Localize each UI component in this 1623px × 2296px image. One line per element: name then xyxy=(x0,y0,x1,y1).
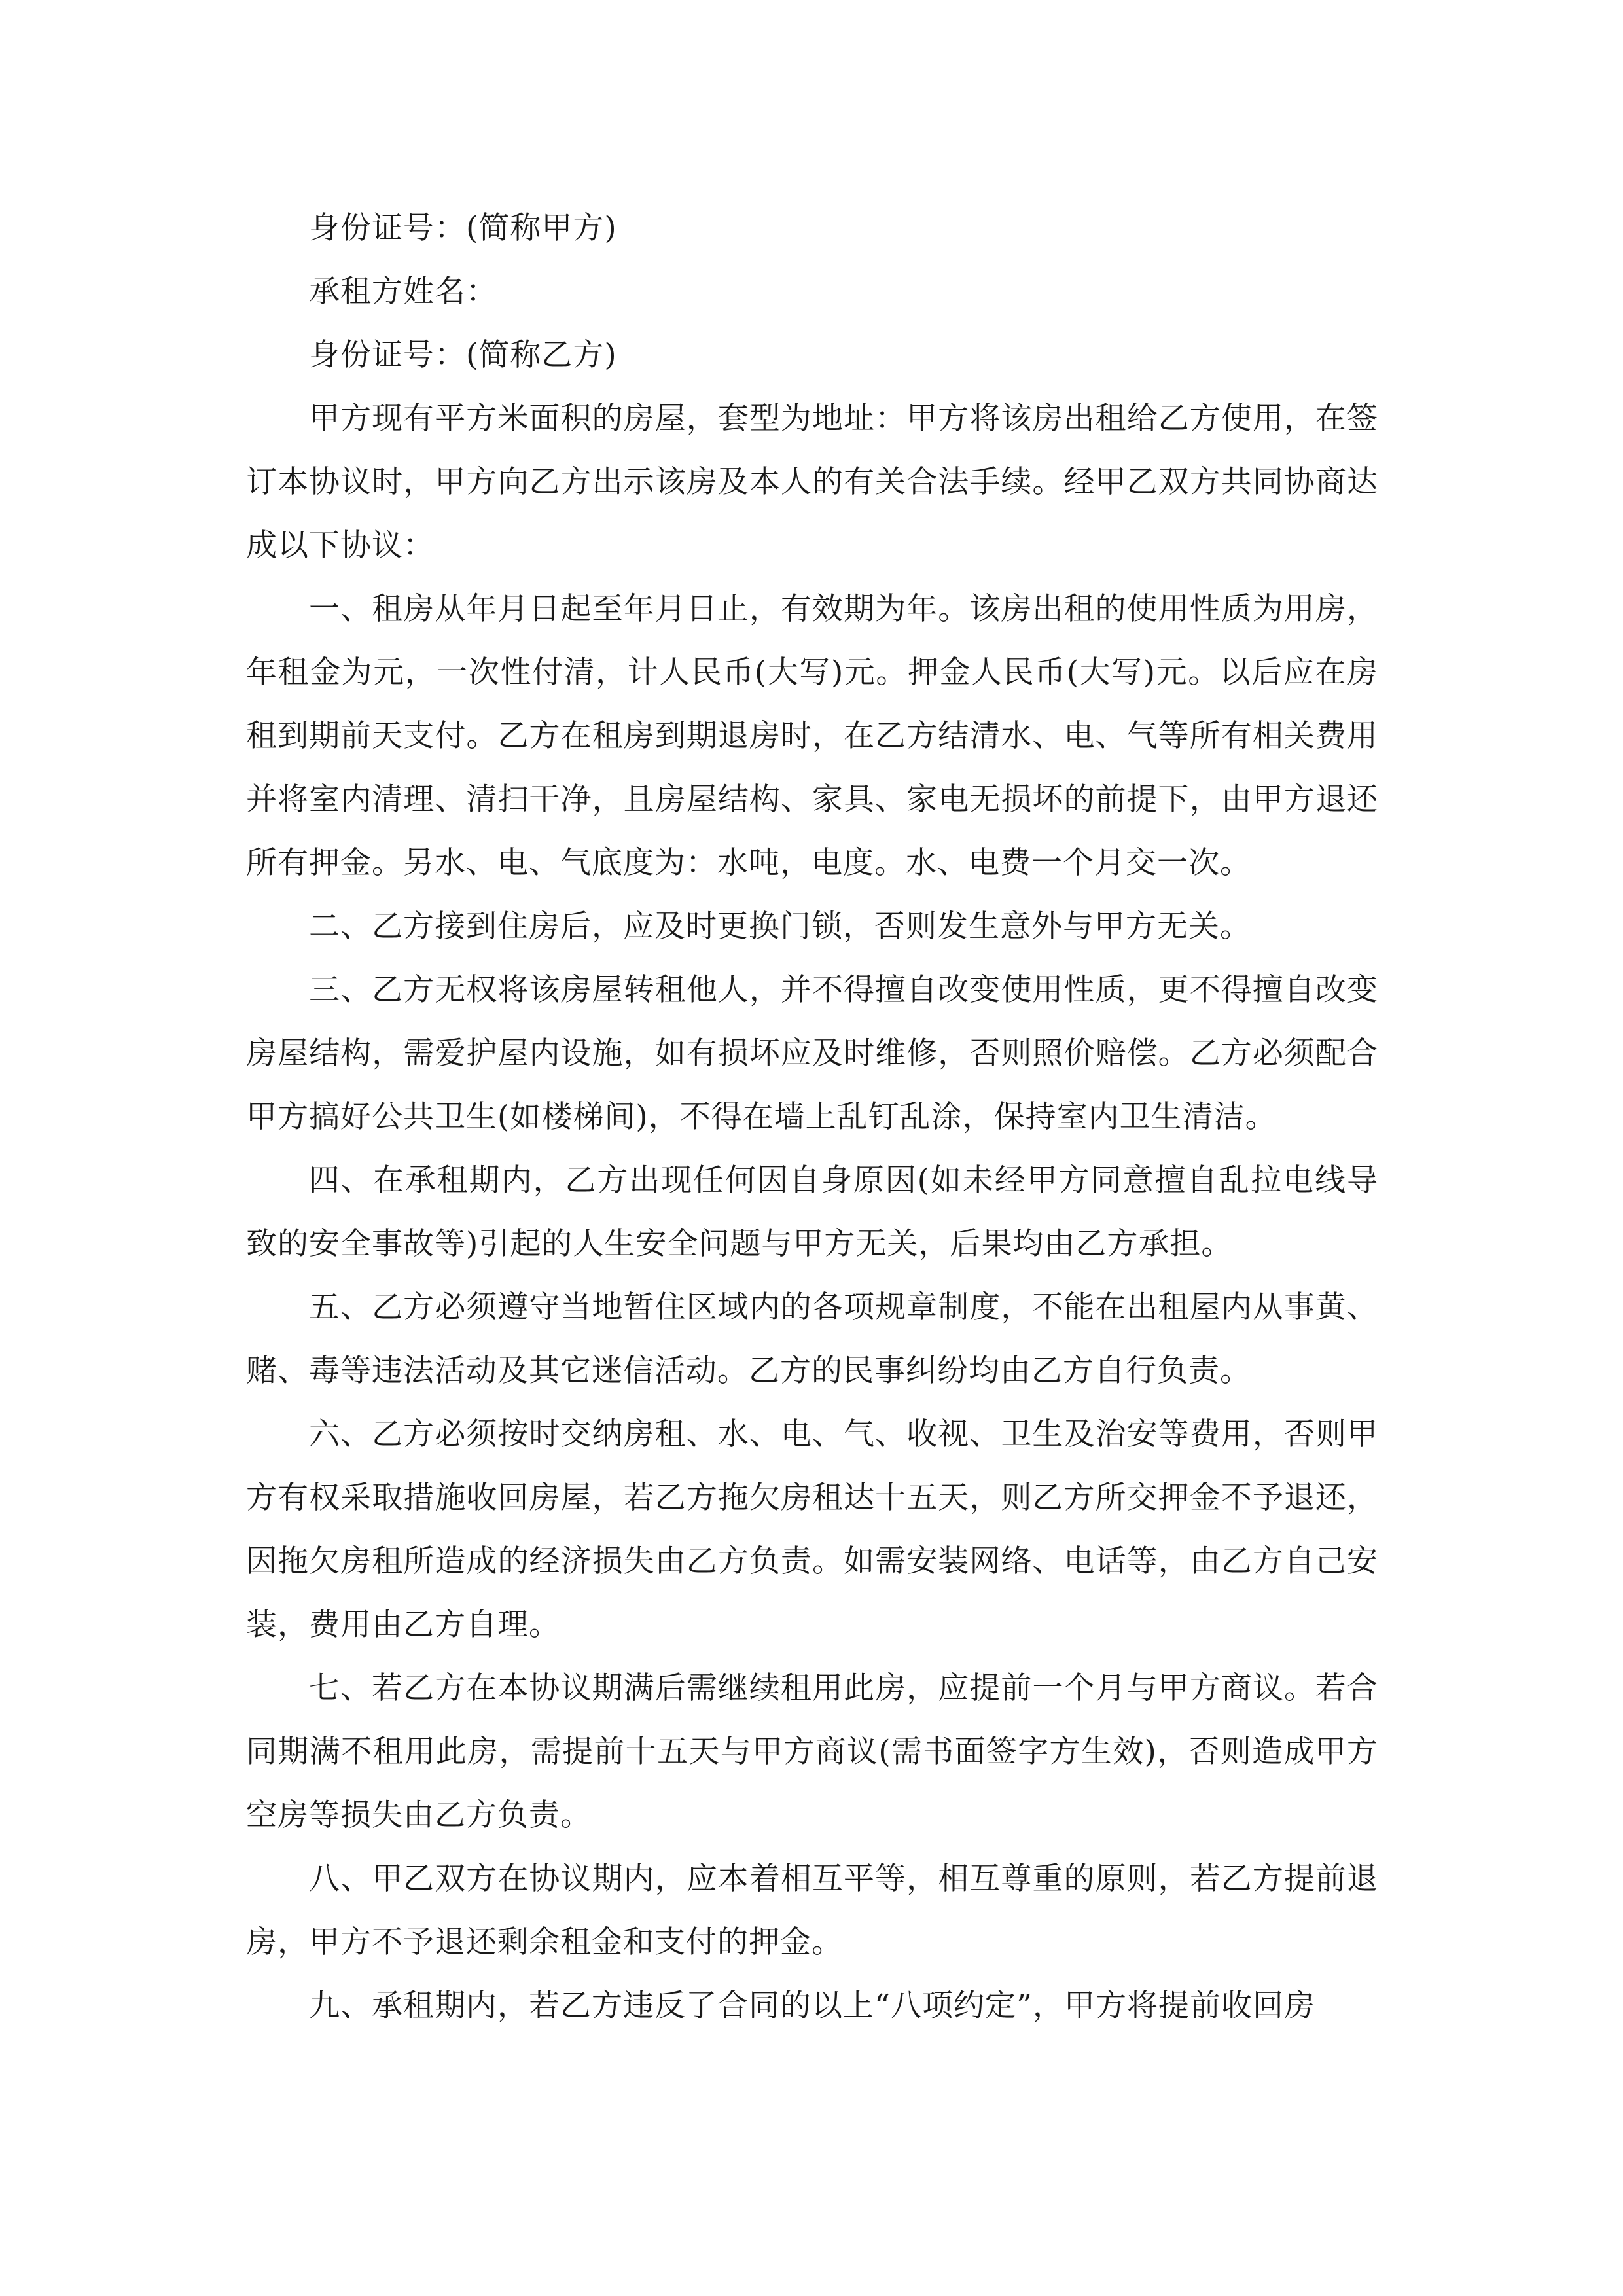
clause-8: 八、甲乙双方在协议期内，应本着相互平等，相互尊重的原则，若乙方提前退房，甲方不予退还剩余租金和支付的押金。 xyxy=(246,1861,1378,1960)
preamble-paragraph: 甲方现有平方米面积的房屋，套型为地址：甲方将该房出租给乙方使用，在签订本协议时，甲方向乙方出示该房及本人的有关合法手续。经甲乙双方共同协商达成以下协议： xyxy=(246,401,1378,564)
clause-3: 三、乙方无权将该房屋转租他人，并不得擅自改变使用性质，更不得擅自改变房屋结构，需爱护屋内设施，如有损坏应及时维修，否则照价赔偿。乙方必须配合甲方搞好公共卫生(如楼梯间)，不得在墙上乱钉乱涂，保持室内卫生清洁。 xyxy=(246,972,1378,1135)
clause-5: 五、乙方必须遵守当地暂住区域内的各项规章制度，不能在出租屋内从事黄、赌、毒等违法活动及其它迷信活动。乙方的民事纠纷均由乙方自行负责。 xyxy=(246,1289,1378,1389)
lessee-name: 承租方姓名： xyxy=(309,274,497,310)
clause-4: 四、在承租期内，乙方出现任何因自身原因(如未经甲方同意擅自乱拉电线导致的安全事故等)引起的人生安全问题与甲方无关，后果均由乙方承担。 xyxy=(246,1162,1378,1262)
clause-2: 二、乙方接到住房后，应及时更换门锁，否则发生意外与甲方无关。 xyxy=(309,908,1251,944)
clause-1: 一、租房从年月日起至年月日止，有效期为年。该房出租的使用性质为用房，年租金为元，一次性付清，计人民币(大写)元。押金人民币(大写)元。以后应在房租到期前天支付。乙方在租房到期退房时，在乙方结清水、电、气等所有相关费用并将室内清理、清扫干净，且房屋结构、家具、家电无损坏的前提下，由甲方退还所有押金。另水、电、气底度为：水吨，电度。水、电费一个月交一次。 xyxy=(246,591,1378,881)
clause-7: 七、若乙方在本协议期满后需继续租用此房，应提前一个月与甲方商议。若合同期满不租用此房，需提前十五天与甲方商议(需书面签字方生效)，否则造成甲方空房等损失由乙方负责。 xyxy=(246,1670,1378,1833)
id-number-party-b: 身份证号：(简称乙方) xyxy=(309,337,617,373)
id-number-party-a: 身份证号：(简称甲方) xyxy=(309,210,617,246)
clause-6: 六、乙方必须按时交纳房租、水、电、气、收视、卫生及治安等费用，否则甲方有权采取措施收回房屋，若乙方拖欠房租达十五天，则乙方所交押金不予退还，因拖欠房租所造成的经济损失由乙方负责。如需安装网络、电话等，由乙方自己安装，费用由乙方自理。 xyxy=(246,1416,1378,1643)
document-body xyxy=(246,196,1378,2037)
clause-9: 九、承租期内，若乙方违反了合同的以上“八项约定”，甲方将提前收回房 xyxy=(309,1988,1316,2024)
